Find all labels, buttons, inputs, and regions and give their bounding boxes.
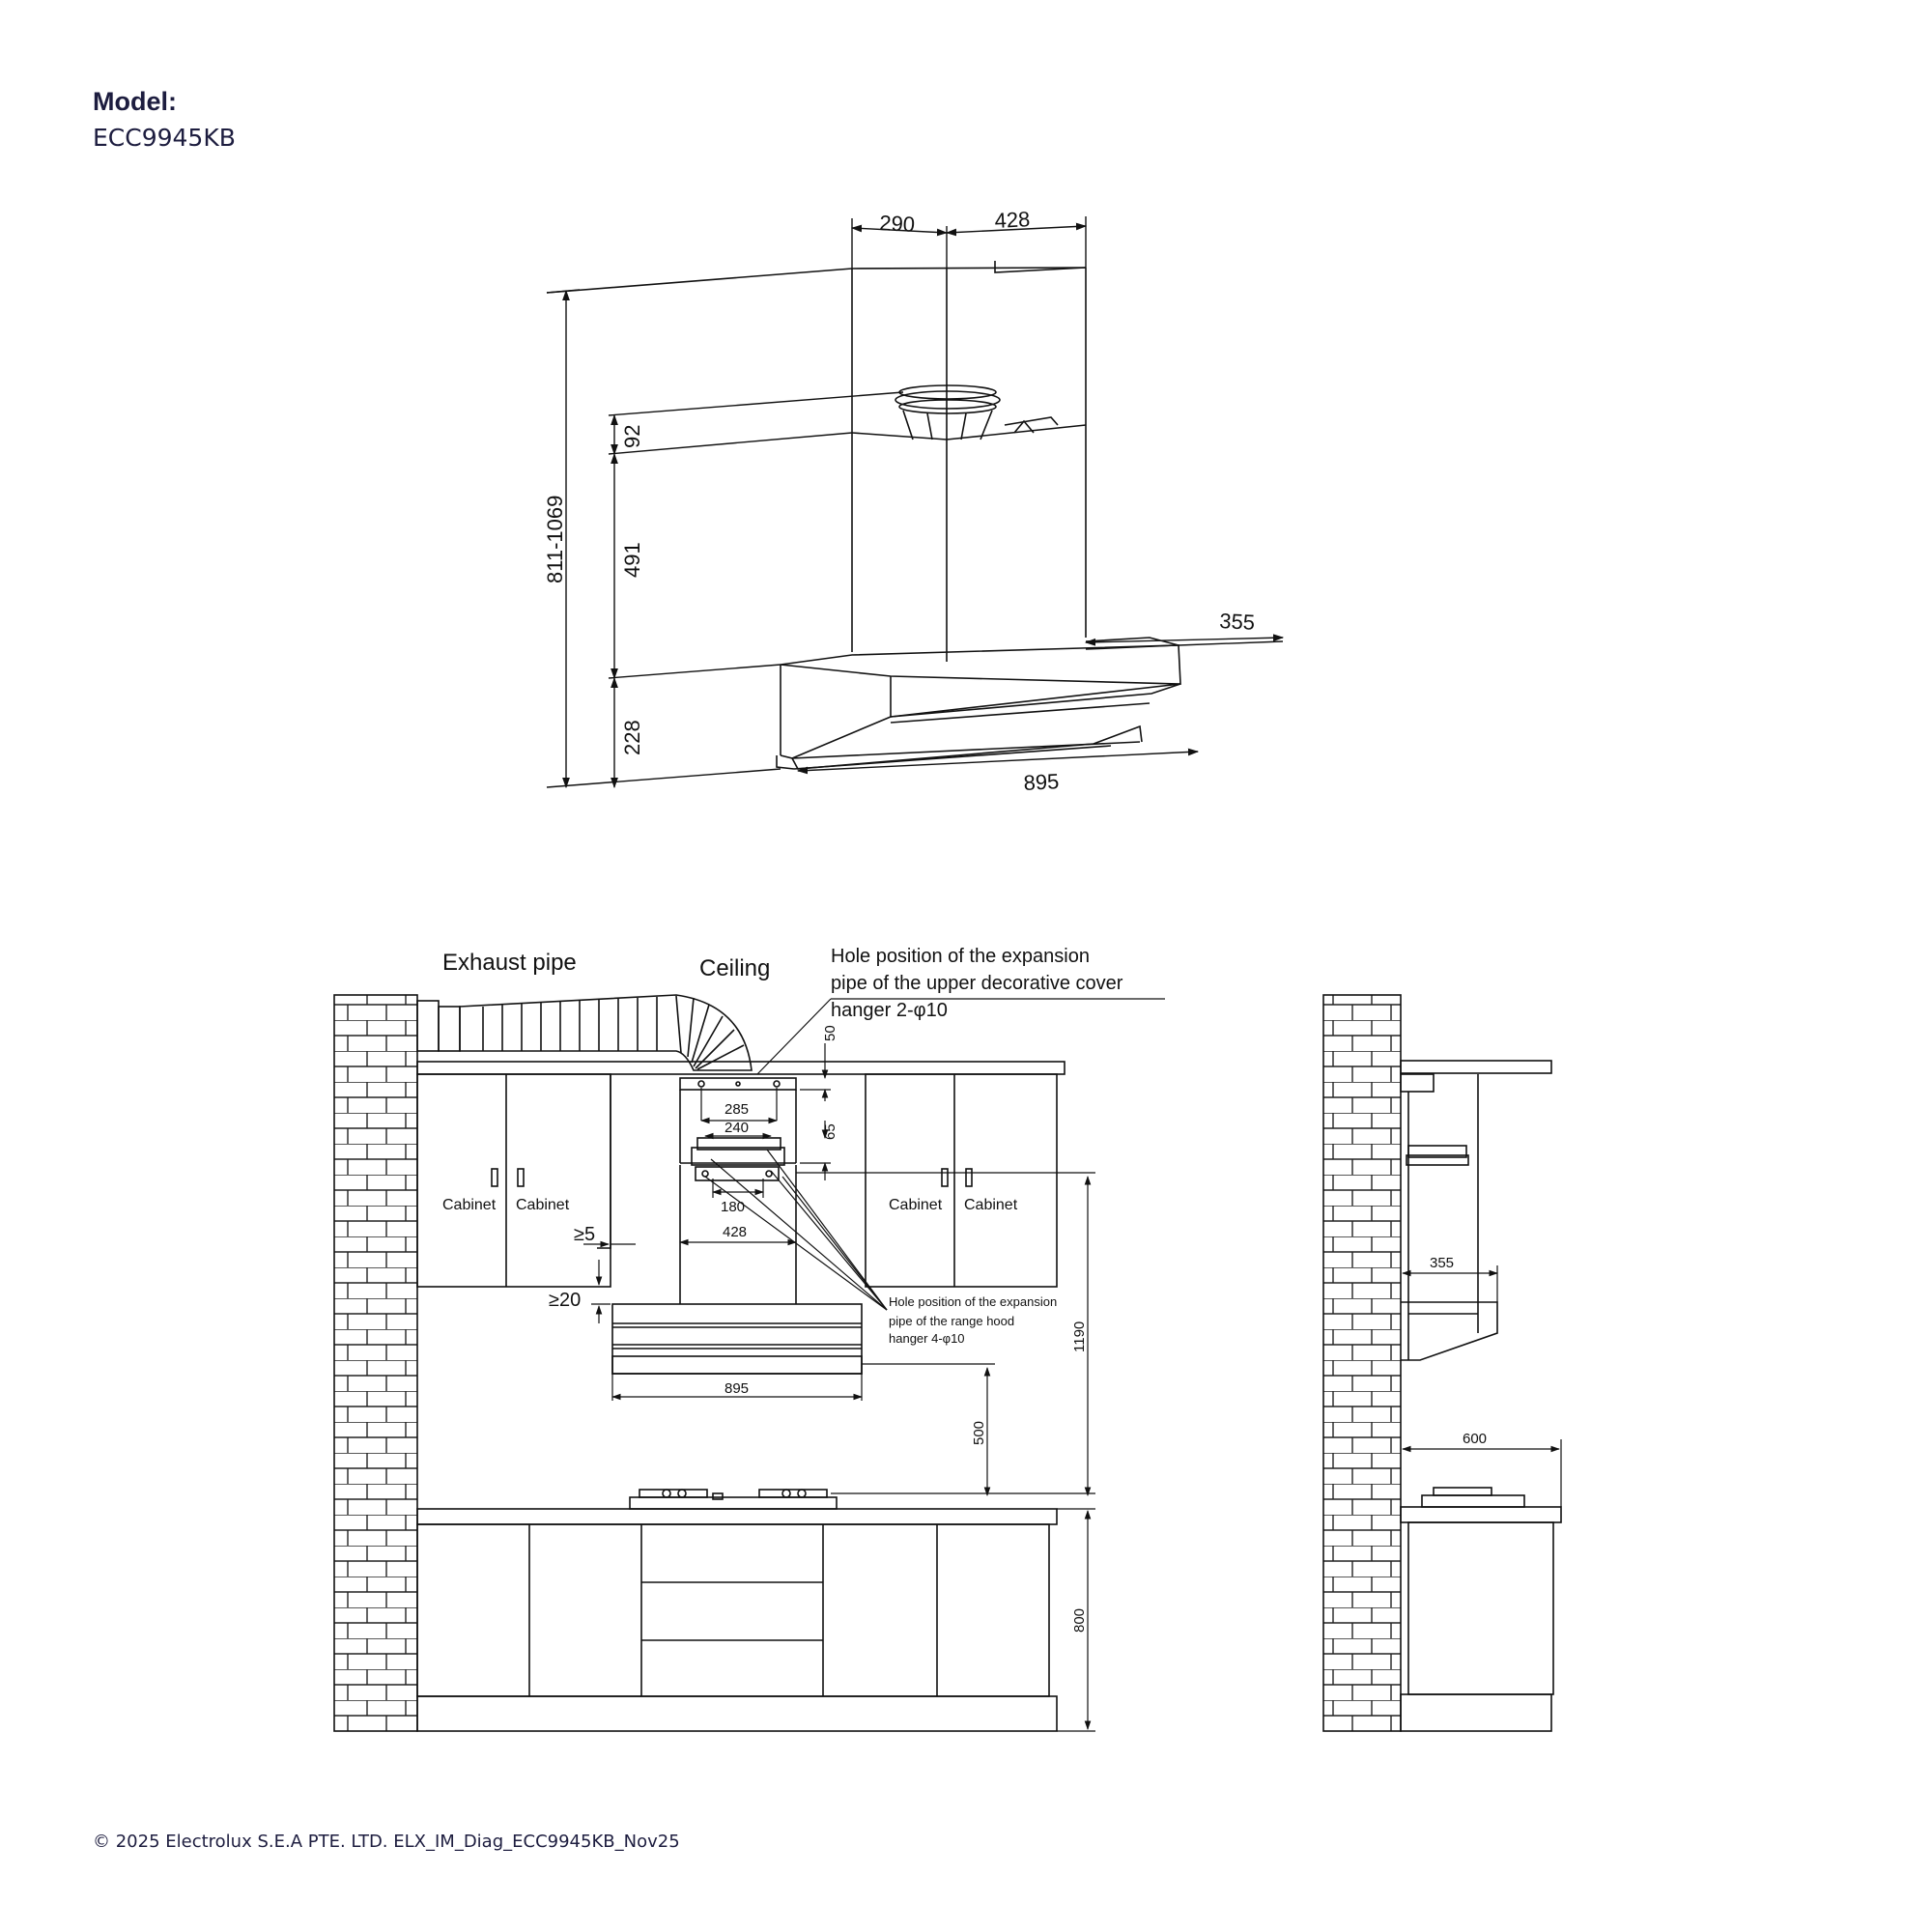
motor-ring — [895, 385, 1058, 440]
exhaust-pipe — [417, 995, 752, 1070]
installation-front-view — [334, 946, 1165, 1731]
lower-cabinets — [417, 1509, 1057, 1731]
dim-290: 290 — [878, 211, 916, 237]
upper-hole-label-line1: Hole position of the expansion — [831, 946, 1090, 967]
dim-491: 491 — [620, 542, 644, 578]
dim-500: 500 — [971, 1420, 987, 1445]
dim-50: 50 — [822, 1025, 838, 1041]
ceiling-label: Ceiling — [699, 955, 771, 981]
hood-isometric-view — [547, 261, 1180, 769]
brick-wall-right — [1323, 995, 1401, 1731]
upper-hole-label-line2: pipe of the upper decorative cover — [831, 973, 1123, 994]
upper-hole-label-line3: hanger 2-φ10 — [831, 1000, 948, 1021]
brick-wall-left — [334, 995, 417, 1731]
side-motor — [1406, 1146, 1468, 1165]
dim-ge5: ≥5 — [574, 1224, 596, 1245]
leader-lines — [705, 999, 1165, 1310]
dim-355-top: 355 — [1218, 609, 1256, 635]
cabinet-label-2: Cabinet — [516, 1197, 570, 1213]
hood-hole-label-line2: pipe of the range hood — [889, 1314, 1015, 1328]
hood-canopy-front — [612, 1304, 862, 1374]
dim-1190: 1190 — [1071, 1321, 1088, 1352]
side-stove — [1422, 1488, 1524, 1507]
dim-ge20: ≥20 — [549, 1290, 582, 1311]
gas-stove — [630, 1490, 837, 1509]
cabinet-label-3: Cabinet — [889, 1197, 943, 1213]
dim-65: 65 — [822, 1123, 838, 1140]
model-label: Model: — [93, 87, 177, 116]
dim-285: 285 — [724, 1101, 750, 1118]
dim-895-top: 895 — [1022, 769, 1060, 795]
install-dimension-lines — [583, 1043, 1095, 1731]
cabinet-label-4: Cabinet — [964, 1197, 1018, 1213]
dim-895-install: 895 — [724, 1380, 750, 1397]
dim-228: 228 — [620, 720, 644, 755]
upper-cabinets-left — [417, 1074, 611, 1287]
dim-355-side: 355 — [1430, 1255, 1455, 1271]
cabinet-label-1: Cabinet — [442, 1197, 497, 1213]
dim-240: 240 — [724, 1120, 750, 1136]
dim-800: 800 — [1071, 1607, 1088, 1633]
installation-side-view — [1323, 995, 1561, 1731]
upper-cabinets-right — [866, 1074, 1057, 1287]
exhaust-pipe-label: Exhaust pipe — [442, 950, 577, 976]
dim-428-top: 428 — [993, 207, 1031, 233]
dim-92: 92 — [620, 424, 644, 448]
dim-811-1069: 811-1069 — [543, 495, 567, 583]
copyright-footer: © 2025 Electrolux S.E.A PTE. LTD. ELX_IM_Diag_ECC9945KB_Nov25 — [93, 1832, 680, 1852]
model-code: ECC9945KB — [93, 124, 236, 152]
dim-600-side: 600 — [1463, 1431, 1488, 1447]
hood-dimension-text — [543, 207, 1256, 795]
hood-hole-label-line1: Hole position of the expansion — [889, 1294, 1058, 1309]
install-dimension-text — [549, 1025, 1088, 1633]
dim-180: 180 — [721, 1199, 746, 1215]
hood-hole-label-line3: hanger 4-φ10 — [889, 1331, 965, 1346]
hood-dimension-lines — [547, 216, 1283, 787]
dim-428-install: 428 — [723, 1224, 748, 1240]
